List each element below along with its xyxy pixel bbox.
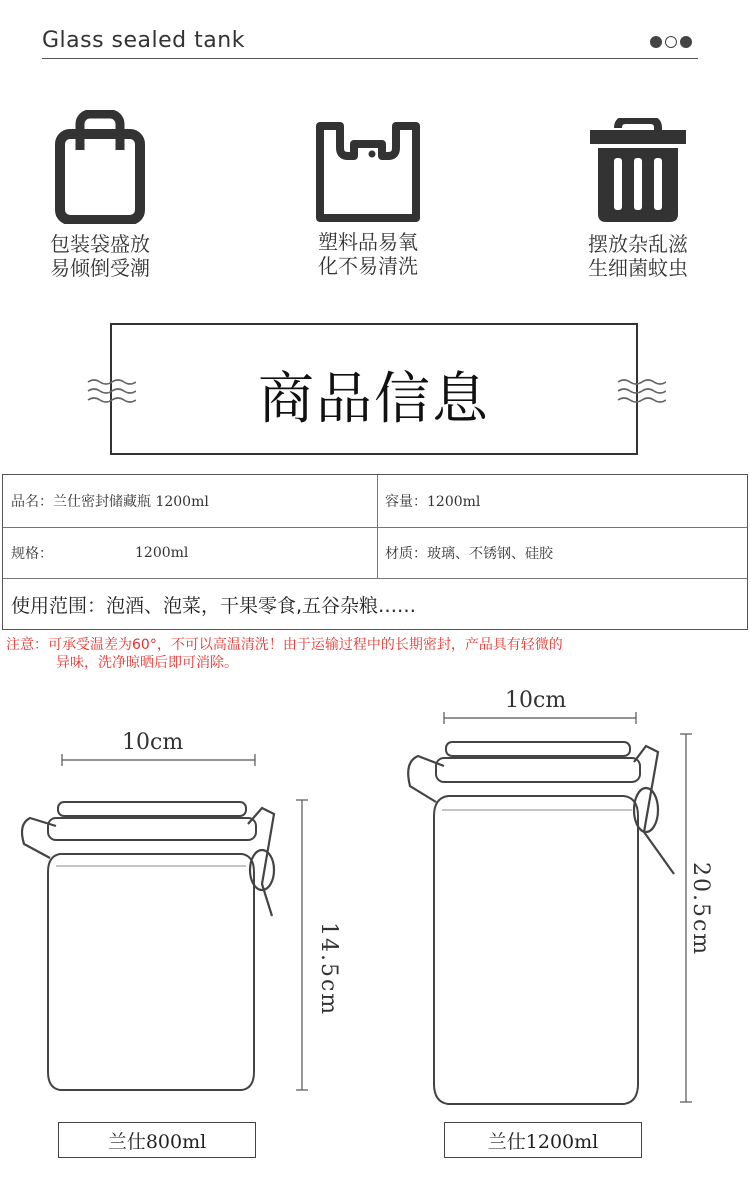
info-capacity: 容量：1200ml (385, 494, 481, 510)
jar-2-height-label: 20.5cm (688, 862, 713, 957)
info-material: 材质：玻璃、不锈钢、硅胶 (385, 546, 553, 562)
header-divider (42, 58, 698, 59)
jar-2-name: 兰仕1200ml (444, 1122, 642, 1158)
wave-decoration-icon (84, 378, 136, 404)
table-row (3, 475, 747, 528)
dot-icon (680, 36, 692, 48)
table-divider (377, 475, 378, 579)
jar-1-name: 兰仕800ml (58, 1122, 256, 1158)
jar-tall-icon (380, 712, 730, 1112)
feature-bag (0, 110, 200, 280)
info-spec-label: 规格： (11, 546, 53, 562)
jar-1-width-label: 10cm (122, 730, 184, 755)
jar-small-icon (0, 754, 330, 1114)
dot-icon (650, 36, 662, 48)
feature-caption-2: 塑料品易氧 化不易清洗 (318, 230, 418, 278)
info-name: 品名：兰仕密封储藏瓶 1200ml (11, 494, 209, 510)
jar-1-height-label: 14.5cm (316, 922, 341, 1017)
dots-indicator (650, 36, 692, 48)
product-info-table (2, 474, 748, 630)
dot-icon (665, 36, 677, 48)
section-title: 商品信息 (258, 367, 490, 432)
info-usage: 使用范围：泡酒、泡菜，干果零食,五谷杂粮…… (11, 594, 417, 617)
feature-bin (538, 118, 738, 280)
wave-decoration-icon (614, 378, 666, 404)
feature-plastic (268, 122, 468, 278)
table-row (3, 528, 747, 579)
section-title-box (110, 323, 638, 455)
info-spec-value: 1200ml (135, 545, 189, 561)
jar-2-width-label: 10cm (505, 688, 567, 713)
page-header-title: Glass sealed tank (42, 28, 245, 53)
shopping-bag-icon (54, 110, 146, 224)
warning-note: 注意：可承受温差为60°，不可以高温清洗！由于运输过程中的长期密封，产品具有轻微的 异味，洗净晾晒后即可消除。 (6, 637, 563, 671)
feature-caption-1: 包装袋盛放 易倾倒受潮 (50, 232, 150, 280)
feature-caption-3: 摆放杂乱滋 生细菌蚊虫 (588, 232, 688, 280)
plastic-bag-icon (316, 122, 420, 222)
table-row (3, 579, 747, 629)
trash-bin-icon (588, 118, 688, 224)
